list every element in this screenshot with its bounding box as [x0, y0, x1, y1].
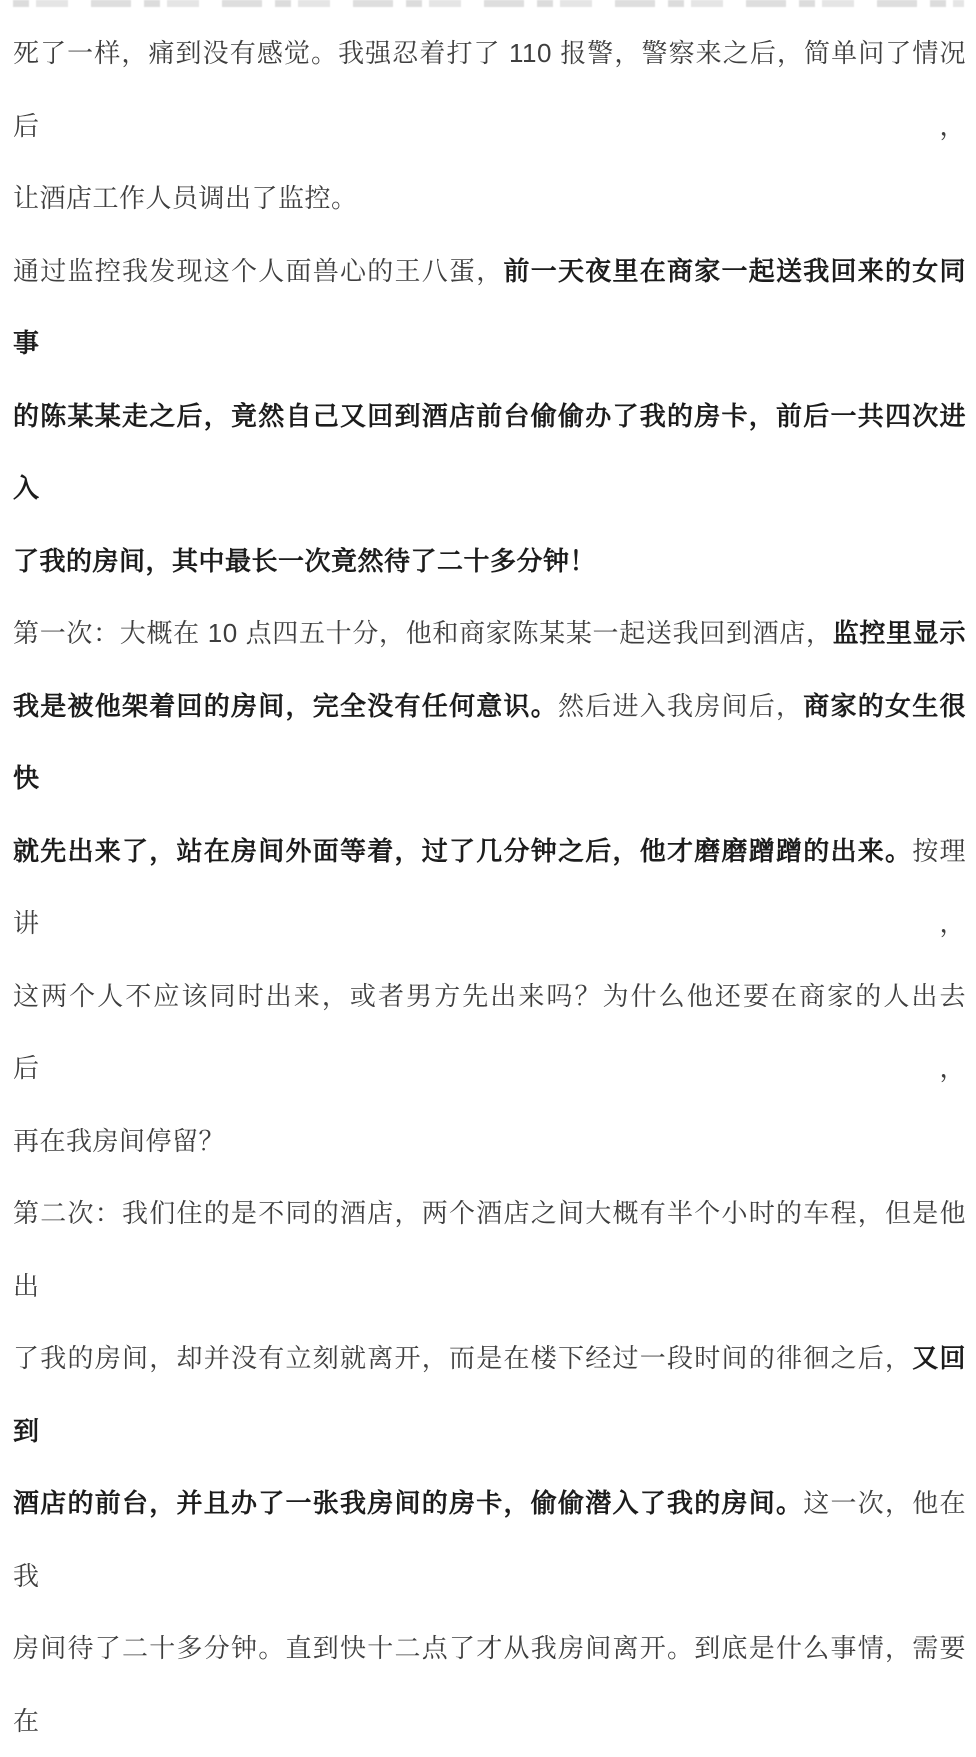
bold-text-run: 我是被他架着回的房间，完全没有任何意识。: [13, 690, 558, 721]
text-line: [13, 960, 966, 1105]
text-run: 房间待了二十多分钟。直到快十二点了才从我房间离开。到底是什么事情，需要在: [13, 1633, 966, 1736]
text-line: [13, 1322, 966, 1467]
text-run: 通过监控我发现这个人面兽心的王八蛋，: [13, 255, 504, 286]
text-run: 第一次：大概在 10 点四五十分，他和商家陈某某一起送我回到酒店，: [13, 618, 833, 648]
text-line: [13, 1177, 966, 1322]
text-run: 第二次：我们住的是不同的酒店，两个酒店之间大概有半个小时的车程，但是他出: [13, 1198, 966, 1301]
bold-text-run: 就先出来了，站在房间外面等着，过了几分钟之后，他才磨磨蹭蹭的出来。: [13, 835, 913, 866]
text-run: 了我的房间，却并没有立刻就离开，而是在楼下经过一段时间的徘徊之后，: [13, 1343, 913, 1373]
text-line: [13, 1612, 966, 1757]
text-line: [13, 1105, 966, 1178]
text-line: [13, 1467, 966, 1612]
bold-text-run: 的陈某某走之后，竟然自己又回到酒店前台偷偷办了我的房卡，前后一共四次进入: [13, 400, 966, 503]
text-line: [13, 17, 966, 162]
text-line: [13, 162, 966, 235]
bold-text-run: 前一天夜里在商家一起送我回来的女同事: [13, 255, 966, 358]
text-run: 然后进入我房间后，: [557, 690, 804, 721]
text-run: 这一次，他在我: [13, 1488, 966, 1591]
text-run: 再在我房间停留？: [13, 1125, 226, 1156]
bold-text-run: 监控里显示: [832, 618, 966, 648]
text-line: [13, 815, 966, 960]
clipped-text-remnant-top: [13, 0, 964, 7]
bold-text-run: 酒店的前台，并且办了一张我房间的房卡，偷偷潜入了我的房间。: [13, 1488, 804, 1518]
text-line: [13, 525, 966, 598]
text-line: [13, 670, 966, 815]
text-run: 按理讲，: [13, 835, 966, 938]
text-line: [13, 597, 966, 670]
text-run: 这两个人不应该同时出来，或者男方先出来吗？为什么他还要在商家的人出去后，: [13, 980, 966, 1083]
text-line: [13, 380, 966, 525]
text-line: [13, 235, 966, 380]
bold-text-run: 了我的房间，其中最长一次竟然待了二十多分钟！: [13, 545, 597, 576]
text-run: 死了一样，痛到没有感觉。我强忍着打了 110 报警，警察来之后，简单问了情况后，: [13, 38, 966, 141]
text-run: 让酒店工作人员调出了监控。: [13, 183, 358, 213]
bold-text-run: 又回到: [13, 1343, 966, 1446]
article-text: [13, 17, 966, 1757]
bold-text-run: 商家的女生很快: [13, 690, 966, 793]
